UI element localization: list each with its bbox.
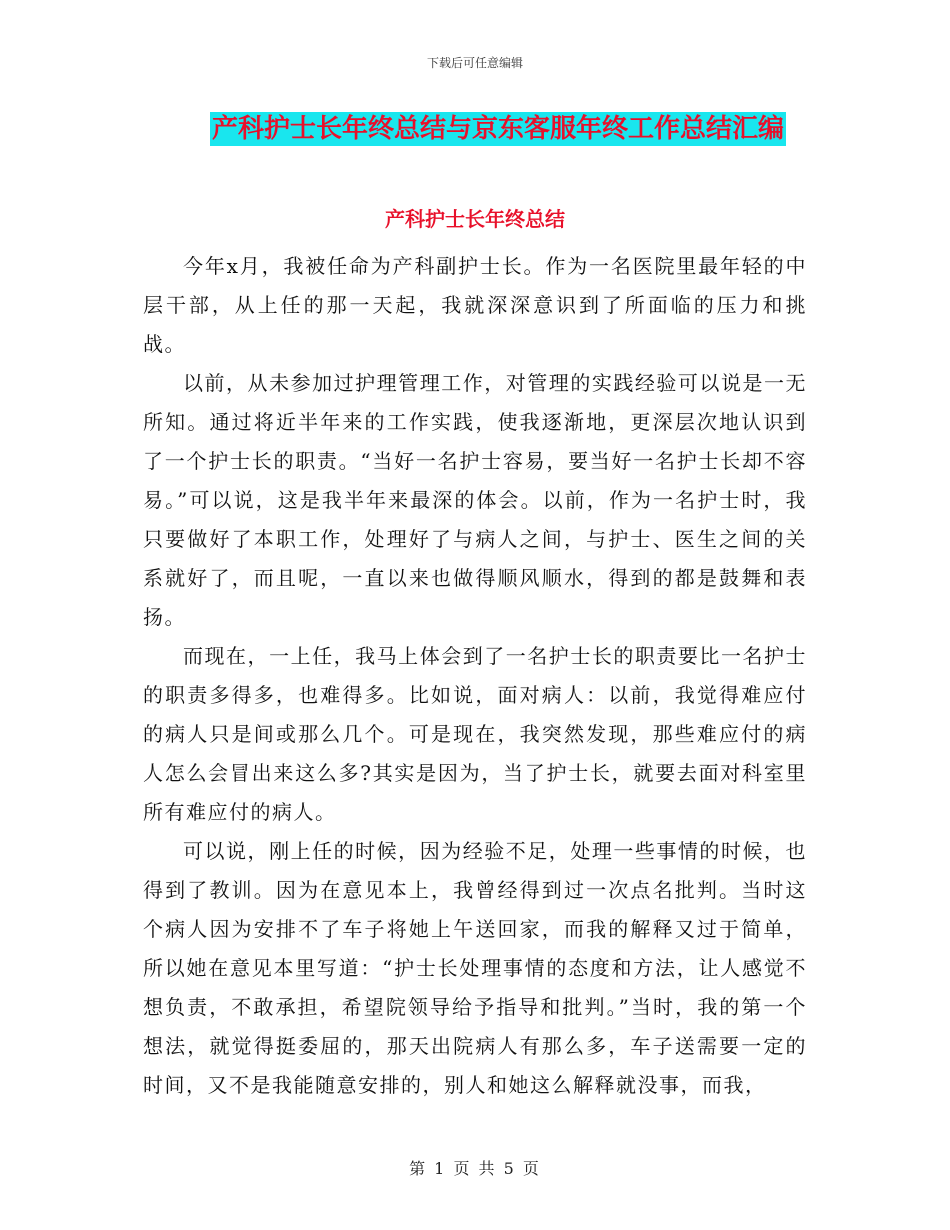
header-note: 下载后可任意编辑 (426, 56, 523, 70)
paragraph: 以前，从未参加过护理管理工作，对管理的实践经验可以说是一无所知。通过将近半年来的工作实践，使我逐渐地，更深层次地认识到了一个护士长的职责。“当好一名护士容易，要当好一名护士长却不容易。”可以说，这是我半年来最深的体会。以前，作为一名护士时，我只要做好了本职工作，处理好了与病人之间，与护士、医生之间的关系就好了，而且呢，一直以来也做得顺风顺水，得到的都是鼓舞和表扬。 (143, 371, 807, 629)
paragraph: 而现在，一上任，我马上体会到了一名护士长的职责要比一名护士的职责多得多，也难得多。比如说，面对病人：以前，我觉得难应付的病人只是间或那么几个。可是现在，我突然发现，那些难应付的病人怎么会冒出来这么多?其实是因为，当了护士长，就要去面对科室里所有难应付的病人。 (143, 644, 807, 824)
document-title: 产科护士长年终总结与京东客服年终工作总结汇编 (211, 114, 784, 144)
document-body (143, 247, 807, 1105)
paragraph: 可以说，刚上任的时候，因为经验不足，处理一些事情的时候，也得到了教训。因为在意见本上，我曾经得到过一次点名批判。当时这个病人因为安排不了车子将她上午送回家，而我的解释又过于简单，所以她在意见本里写道：“护士长处理事情的态度和方法，让人感觉不想负责，不敢承担，希望院领导给予指导和批判。”当时，我的第一个想法，就觉得挺委屈的，那天出院病人有那么多，车子送需要一定的时间，又不是我能随意安排的，别人和她这么解释就没事，而我， (143, 839, 807, 1097)
paragraph: 今年x月，我被任命为产科副护士长。作为一名医院里最年轻的中层干部，从上任的那一天起，我就深深意识到了所面临的压力和挑战。 (143, 254, 807, 356)
section-title: 产科护士长年终总结 (385, 207, 565, 231)
document-title-container (0, 112, 950, 146)
page-number-footer: 第 1 页 共 5 页 (409, 1159, 541, 1178)
